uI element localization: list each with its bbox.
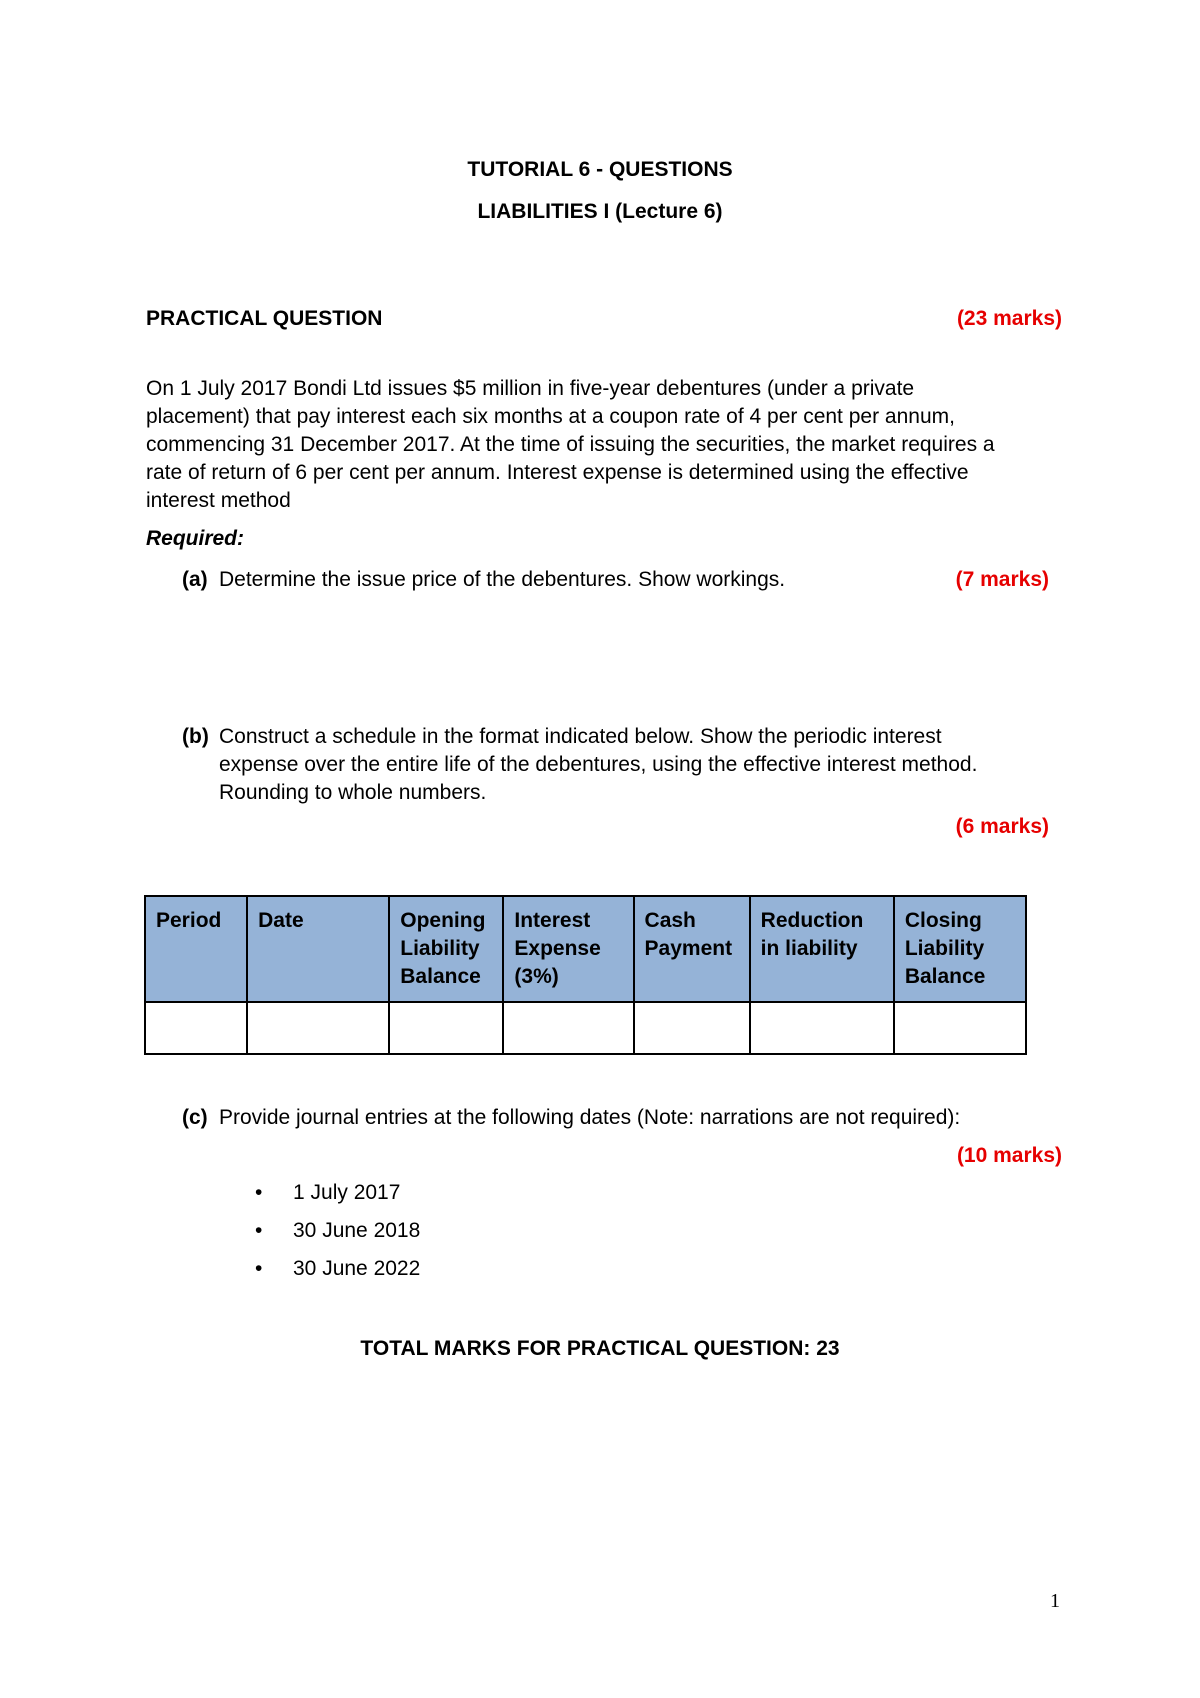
part-c-marks: (10 marks) — [956, 1144, 1062, 1167]
intro-line: rate of return of 6 per cent per annum. Interest expense is determined using the effective — [146, 461, 969, 484]
header-text: Date — [258, 909, 304, 932]
header-text: Reduction — [760, 909, 864, 932]
schedule-table — [144, 895, 1027, 1055]
header-text: Expense — [514, 937, 601, 960]
table-cell — [389, 1002, 503, 1054]
part-a-label: (a) — [182, 568, 208, 591]
header-text: Balance — [904, 965, 986, 988]
header-text: Liability — [400, 937, 480, 960]
part-b-text — [219, 723, 1049, 807]
header-text: Liability — [904, 937, 985, 960]
table-cell — [247, 1002, 389, 1054]
part-b-line: expense over the entire life of the debentures, using the effective interest method. — [219, 753, 978, 776]
header-opening-liability-balance — [389, 896, 503, 1002]
document-title: TUTORIAL 6 - QUESTIONS — [467, 158, 733, 181]
header-text: in liability — [760, 937, 858, 960]
part-a-marks: (7 marks) — [955, 568, 1049, 591]
journal-date-item: 30 June 2022 — [293, 1257, 421, 1280]
header-text: Cash — [644, 909, 696, 932]
table-cell — [750, 1002, 894, 1054]
table-cell — [503, 1002, 633, 1054]
practical-question-marks: (23 marks) — [956, 307, 1062, 330]
required-label: Required: — [146, 527, 245, 550]
part-b-marks: (6 marks) — [955, 815, 1049, 838]
header-text: (3%) — [514, 965, 559, 988]
header-text: Payment — [644, 937, 733, 960]
part-c-label: (c) — [182, 1106, 208, 1129]
part-b-line: Construct a schedule in the format indicated below. Show the periodic interest — [219, 725, 942, 748]
table-cell — [894, 1002, 1026, 1054]
header-text: Period — [156, 909, 222, 932]
header-text: Balance — [400, 965, 481, 988]
practical-question-heading: PRACTICAL QUESTION — [146, 307, 383, 330]
header-text: Closing — [904, 909, 982, 932]
header-text: Interest — [514, 909, 591, 932]
header-cash-payment — [634, 896, 750, 1002]
intro-line: placement) that pay interest each six months at a coupon rate of 4 per cent per annum, — [146, 405, 955, 428]
total-marks: TOTAL MARKS FOR PRACTICAL QUESTION: 23 — [360, 1337, 840, 1360]
header-date — [247, 896, 389, 1002]
table-cell — [634, 1002, 750, 1054]
bullet-icon: • — [255, 1257, 263, 1280]
journal-date-item: 1 July 2017 — [293, 1181, 401, 1204]
header-reduction-in-liability — [750, 896, 894, 1002]
document-subtitle: LIABILITIES I (Lecture 6) — [477, 200, 723, 223]
header-text: Opening — [400, 909, 486, 932]
part-a-text: Determine the issue price of the debentures. Show workings. — [219, 568, 786, 591]
intro-line: On 1 July 2017 Bondi Ltd issues $5 million in five-year debentures (under a private — [146, 377, 915, 400]
table-row — [145, 1002, 1026, 1054]
part-b-label: (b) — [182, 725, 209, 748]
table-cell — [145, 1002, 247, 1054]
header-closing-liability-balance — [894, 896, 1026, 1002]
bullet-icon: • — [255, 1181, 263, 1204]
bullet-icon: • — [255, 1219, 263, 1242]
intro-line: interest method — [146, 489, 291, 512]
intro-line: commencing 31 December 2017. At the time of issuing the securities, the market requires a — [146, 433, 995, 456]
question-intro — [146, 375, 1066, 515]
header-interest-expense — [503, 896, 633, 1002]
schedule-header-row — [145, 896, 1026, 1002]
page-number: 1 — [1050, 1590, 1060, 1612]
journal-date-item: 30 June 2018 — [293, 1219, 421, 1242]
part-b-line: Rounding to whole numbers. — [219, 781, 487, 804]
part-c-text: Provide journal entries at the following dates (Note: narrations are not required): — [219, 1106, 961, 1129]
header-period — [145, 896, 247, 1002]
